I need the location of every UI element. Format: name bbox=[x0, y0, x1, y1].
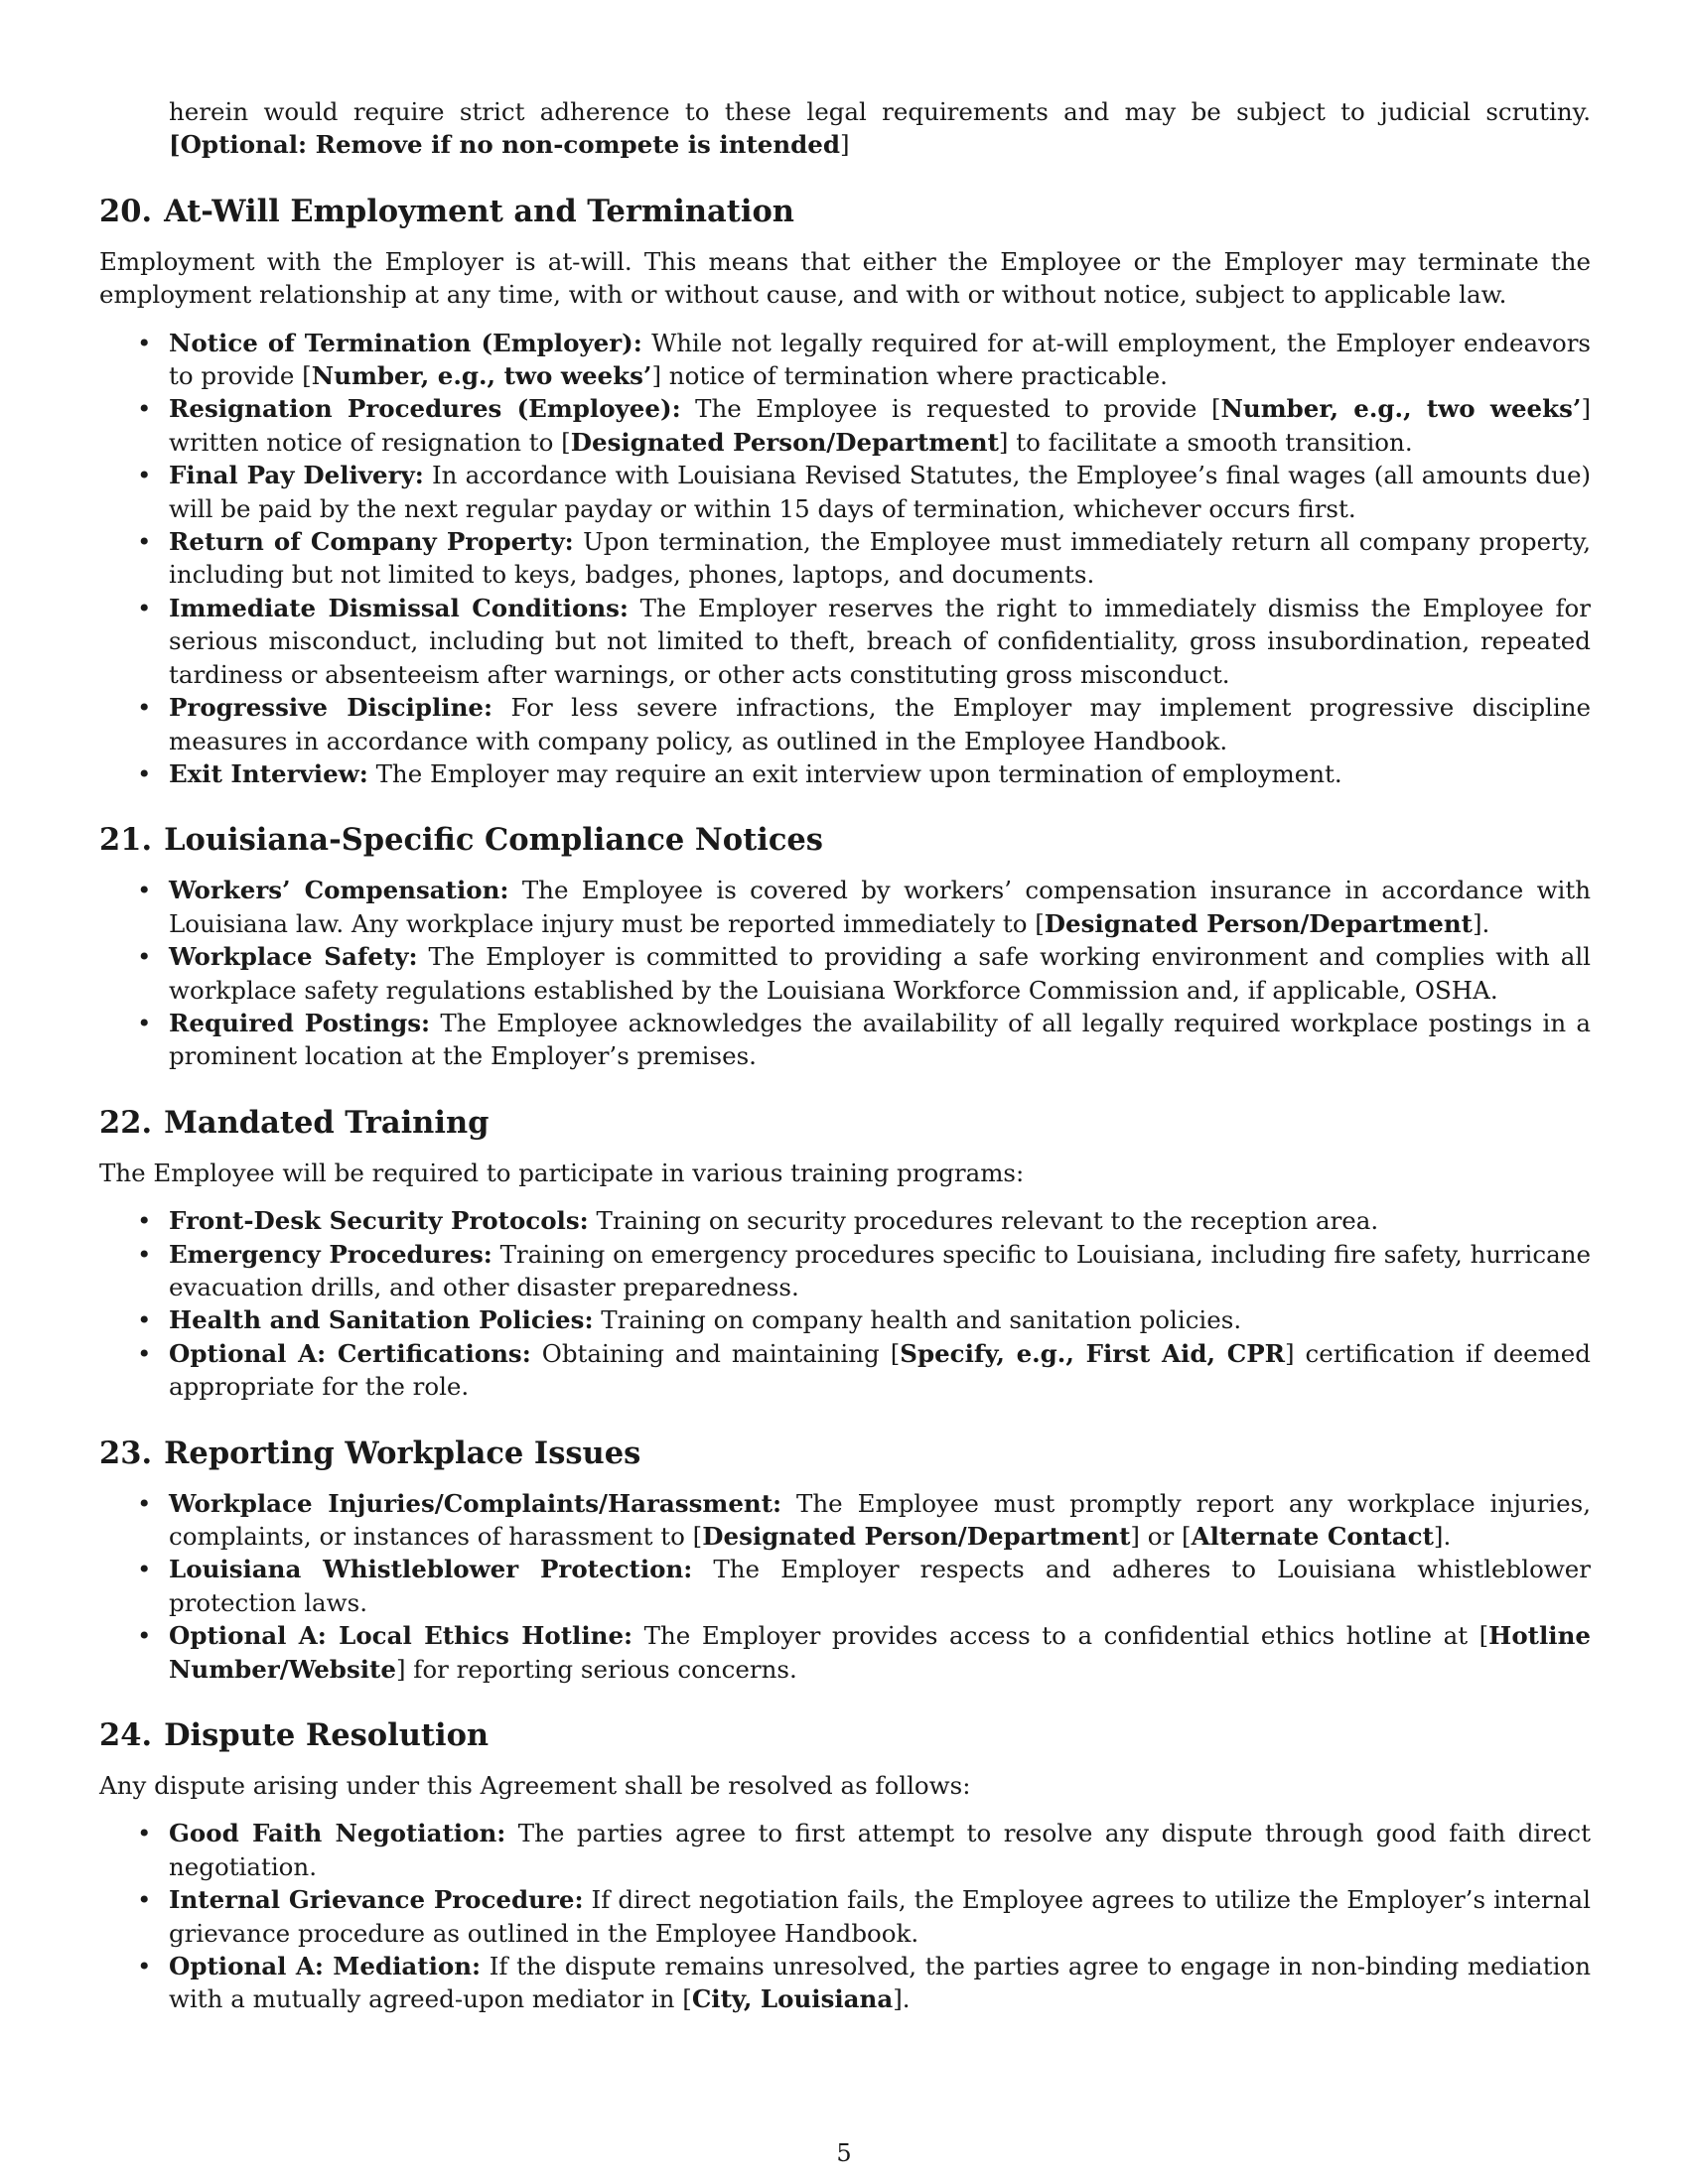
list-item: • Required Postings: The Employee acknowledges the availability of all legally required workplace postings in a prominent location at the Employer’s premises. bbox=[99, 1007, 1591, 1073]
list-item: • Final Pay Delivery: In accordance with Louisiana Revised Statutes, the Employee’s final wages (all amounts due) will be paid by the next regular payday or within 15 days of termination, whichever occurs first. bbox=[99, 459, 1591, 525]
list-item: • Optional A: Local Ethics Hotline: The Employer provides access to a confidential ethics hotline at [Hotline Number/Website] for reporting serious concerns. bbox=[99, 1619, 1591, 1686]
list-item: • Workplace Injuries/Complaints/Harassment: The Employee must promptly report any workplace injuries, complaints, or instances of harassment to [Designated Person/Department] or [Alternate Contact]. bbox=[99, 1487, 1591, 1554]
section-heading-24: 24. Dispute Resolution bbox=[99, 1717, 490, 1754]
section-22-list bbox=[99, 1204, 1591, 1403]
document-page bbox=[99, 95, 1591, 2016]
list-item: • Optional A: Certifications: Obtaining and maintaining [Specify, e.g., First Aid, CPR] certification if deemed appropriate for the role. bbox=[99, 1337, 1591, 1404]
list-item: • Good Faith Negotiation: The parties agree to first attempt to resolve any dispute through good faith direct negotiation. bbox=[99, 1817, 1591, 1883]
list-item: • Notice of Termination (Employer): While not legally required for at-will employment, the Employer endeavors to provide [Number, e.g., two weeks’] notice of termination where practicable. bbox=[99, 327, 1591, 393]
list-item: • Internal Grievance Procedure: If direct negotiation fails, the Employee agrees to utilize the Employer’s internal grievance procedure as outlined in the Employee Handbook. bbox=[99, 1883, 1591, 1950]
section-22-paragraph: The Employee will be required to participate in various training programs: bbox=[99, 1158, 1025, 1187]
list-item: • Health and Sanitation Policies: Training on company health and sanitation policies. bbox=[99, 1303, 1591, 1336]
section-heading-23: 23. Reporting Workplace Issues bbox=[99, 1434, 641, 1471]
section-heading-21: 21. Louisiana-Specific Compliance Notices bbox=[99, 822, 823, 859]
list-item: • Resignation Procedures (Employee): The Employee is requested to provide [Number, e.g., two weeks’] written notice of resignation to [Designated Person/Department] to facilitate a smooth transition. bbox=[99, 392, 1591, 459]
section-21-list bbox=[99, 874, 1591, 1072]
section-heading-20: 20. At-Will Employment and Termination bbox=[99, 193, 794, 229]
list-item: • Exit Interview: The Employer may require an exit interview upon termination of employment. bbox=[99, 757, 1591, 790]
list-item: • Workers’ Compensation: The Employee is covered by workers’ compensation insurance in accordance with Louisiana law. Any workplace injury must be reported immediately to [Designated Person/Department]. bbox=[99, 874, 1591, 940]
section-24-paragraph: Any dispute arising under this Agreement shall be resolved as follows: bbox=[99, 1771, 971, 1801]
list-item: • Louisiana Whistleblower Protection: The Employer respects and adheres to Louisiana whistleblower protection laws. bbox=[99, 1553, 1591, 1619]
list-item: • Progressive Discipline: For less severe infractions, the Employer may implement progressive discipline measures in accordance with company policy, as outlined in the Employee Handbook. bbox=[99, 691, 1591, 757]
section-20-list bbox=[99, 327, 1591, 791]
list-item: • Return of Company Property: Upon termination, the Employee must immediately return all company property, including but not limited to keys, badges, phones, laptops, and documents. bbox=[99, 525, 1591, 592]
page-number: 5 bbox=[836, 2139, 852, 2167]
list-item: • Front-Desk Security Protocols: Training on security procedures relevant to the reception area. bbox=[99, 1204, 1591, 1237]
section-23-list bbox=[99, 1487, 1591, 1686]
continued-paragraph: herein would require strict adherence to these legal requirements and may be subject to judicial scrutiny. [Optional: Remove if no non-compete is intended] bbox=[169, 97, 1591, 160]
list-item: • Workplace Safety: The Employer is committed to providing a safe working environment and complies with all workplace safety regulations established by the Louisiana Workforce Commission and, if applicable, OSHA. bbox=[99, 940, 1591, 1007]
list-item: • Optional A: Mediation: If the dispute remains unresolved, the parties agree to engage in non-binding mediation with a mutually agreed-upon mediator in [City, Louisiana]. bbox=[99, 1950, 1591, 2016]
section-heading-22: 22. Mandated Training bbox=[99, 1104, 490, 1141]
section-20-paragraph: Employment with the Employer is at-will. This means that either the Employee or the Employer may terminate the employment relationship at any time, with or without cause, and with or without notice, subject to applicable law. bbox=[99, 246, 1591, 310]
section-24-list bbox=[99, 1817, 1591, 2015]
list-item: • Immediate Dismissal Conditions: The Employer reserves the right to immediately dismiss the Employee for serious misconduct, including but not limited to theft, breach of confidentiality, gross insubordination, repeated tardiness or absenteeism after warnings, or other acts constituting gross misconduct. bbox=[99, 592, 1591, 691]
list-item: • Emergency Procedures: Training on emergency procedures specific to Louisiana, including fire safety, hurricane evacuation drills, and other disaster preparedness. bbox=[99, 1238, 1591, 1304]
